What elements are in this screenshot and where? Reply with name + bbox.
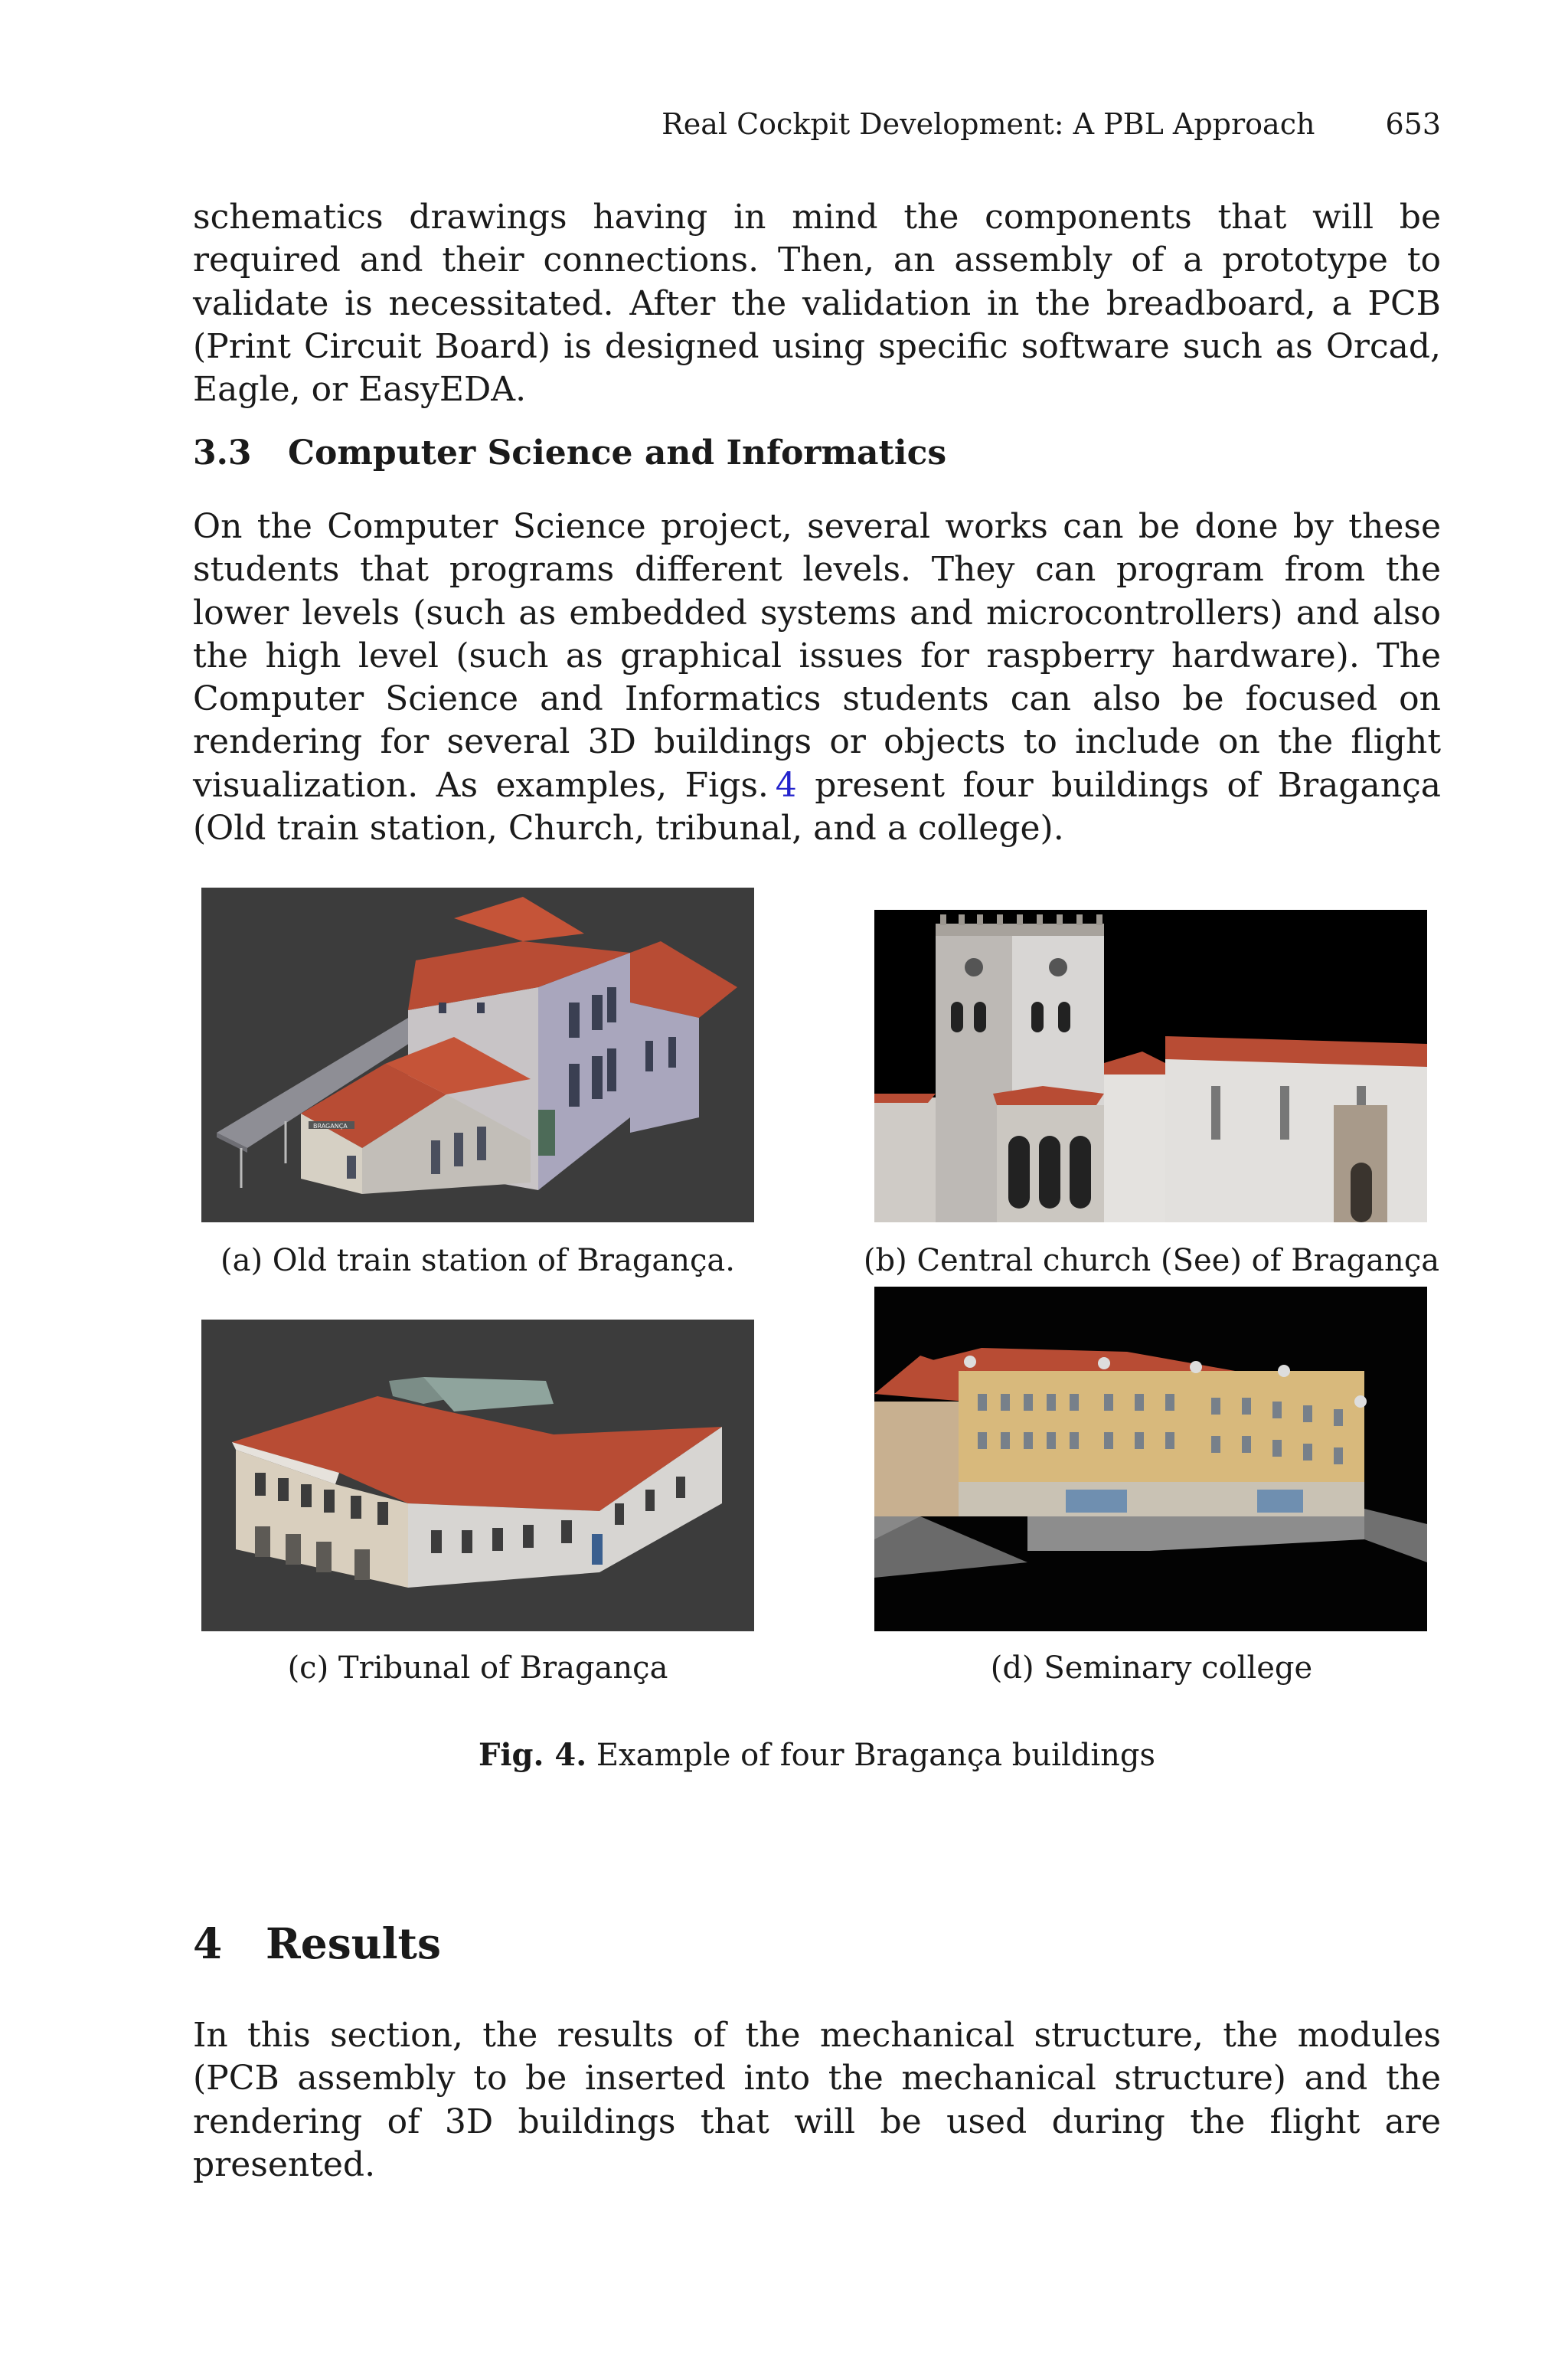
figure-reference-link[interactable]: 4	[775, 765, 797, 805]
figure-image-seminary	[874, 1287, 1427, 1631]
paragraph-computer-science	[193, 505, 1441, 850]
subsection-heading	[193, 433, 946, 473]
figure-caption-text: Example of four Bragança buildings	[596, 1738, 1156, 1773]
figure-caption	[193, 1737, 1441, 1773]
subcaption-b: (b) Central church (See) of Bragança	[863, 1243, 1440, 1278]
running-title: Real Cockpit Development: A PBL Approach	[662, 107, 1315, 141]
subcaption-a: (a) Old train station of Bragança.	[220, 1243, 735, 1278]
figure-image-train-station	[201, 888, 754, 1222]
page-number: 653	[1385, 107, 1441, 141]
section-title: Results	[266, 1918, 441, 1968]
figure-image-tribunal	[201, 1320, 754, 1631]
subcaption-d: (d) Seminary college	[990, 1650, 1313, 1686]
section-number: 4	[193, 1918, 223, 1968]
subsection-title: Computer Science and Informatics	[288, 433, 947, 473]
subcaption-c: (c) Tribunal of Bragança	[287, 1650, 668, 1686]
paragraph-schematics: schematics drawings having in mind the components that will be required and their connections. Then, an assembly of a prototype to validate is necessitated. After the validation in the breadboard, a PCB (Print Circuit Board) is designed using specific software such as Orcad, Eagle, or EasyEDA.	[193, 198, 1441, 410]
paragraph-results: In this section, the results of the mechanical structure, the modules (PCB assembly to be inserted into the mechanical structure) and the rendering of 3D buildings that will be used during the flight are presented.	[193, 2016, 1441, 2184]
section-heading	[193, 1918, 441, 1968]
paragraph-text: On the Computer Science project, several works can be done by these students that programs different levels. They can program from the lower levels (such as embedded systems and microcontrollers) and also the high level (such as graphical issues for raspberry hardware). The Computer Science and Informatics students can also be focused on rendering for several 3D buildings or objects to include on the flight visualization. As examples, Figs.	[193, 507, 1441, 805]
subsection-number: 3.3	[193, 433, 252, 473]
running-head	[193, 107, 1441, 141]
figure-image-church	[874, 910, 1427, 1222]
paragraph-text: present four buildings of Bragança (Old train station, Church, tribunal, and a college).	[193, 765, 1441, 849]
figure-label: Fig. 4.	[478, 1737, 587, 1773]
station-sign: BRAGANÇA	[313, 1123, 348, 1130]
